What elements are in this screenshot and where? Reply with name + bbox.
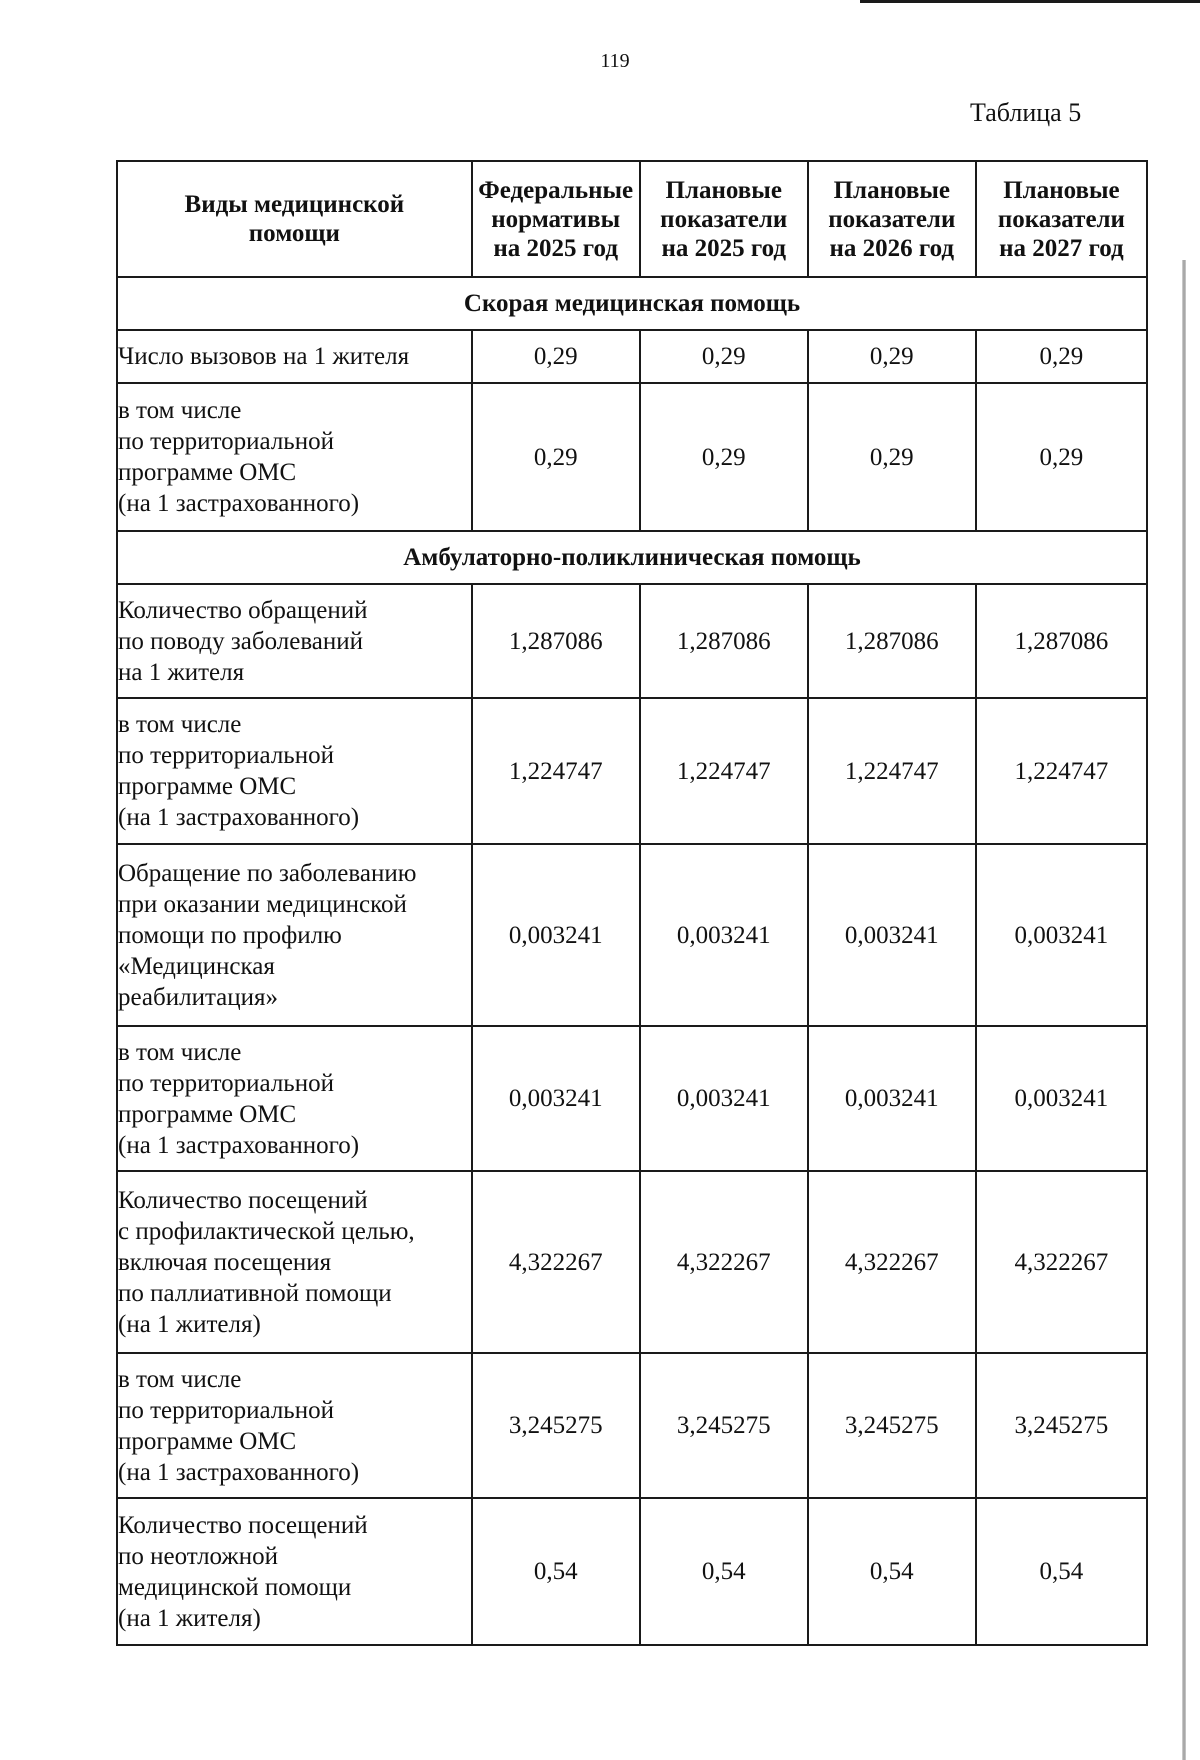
table-row	[117, 584, 1147, 698]
cell-plan-2026: 1,224747	[808, 698, 976, 844]
row-label: в том числе по территориальной программе ОМС (на 1 застрахованного)	[117, 1026, 472, 1171]
table-row	[117, 844, 1147, 1026]
cell-plan-2027: 0,29	[976, 330, 1147, 383]
table-row	[117, 1026, 1147, 1171]
row-label: в том числе по территориальной программе ОМС (на 1 застрахованного)	[117, 383, 472, 531]
cell-plan-2027: 0,003241	[976, 844, 1147, 1026]
cell-plan-2026: 0,003241	[808, 844, 976, 1026]
row-label: Обращение по заболеванию при оказании медицинской помощи по профилю «Медицинская реабилитация»	[117, 844, 472, 1026]
cell-plan-2027: 4,322267	[976, 1171, 1147, 1353]
row-label: в том числе по территориальной программе ОМС (на 1 застрахованного)	[117, 698, 472, 844]
cell-plan-2025: 4,322267	[640, 1171, 808, 1353]
cell-federal-2025: 1,287086	[472, 584, 640, 698]
table-row	[117, 1353, 1147, 1498]
cell-federal-2025: 1,224747	[472, 698, 640, 844]
row-label: Количество посещений с профилактической целью, включая посещения по паллиативной помощи (на 1 жителя)	[117, 1171, 472, 1353]
cell-plan-2027: 1,287086	[976, 584, 1147, 698]
cell-plan-2027: 0,29	[976, 383, 1147, 531]
row-label: в том числе по территориальной программе ОМС (на 1 застрахованного)	[117, 1353, 472, 1498]
section-row-outpatient	[117, 531, 1147, 584]
cell-plan-2026: 0,29	[808, 383, 976, 531]
header-plan-2025: Плановые показатели на 2025 год	[640, 161, 808, 277]
row-label: Количество посещений по неотложной медицинской помощи (на 1 жителя)	[117, 1498, 472, 1645]
cell-plan-2025: 0,003241	[640, 1026, 808, 1171]
page-number: 119	[600, 50, 630, 72]
table-row	[117, 1171, 1147, 1353]
cell-plan-2025: 0,29	[640, 383, 808, 531]
table-row	[117, 330, 1147, 383]
cell-federal-2025: 0,003241	[472, 1026, 640, 1171]
cell-plan-2025: 1,224747	[640, 698, 808, 844]
cell-plan-2027: 1,224747	[976, 698, 1147, 844]
header-plan-2027: Плановые показатели на 2027 год	[976, 161, 1147, 277]
cell-federal-2025: 4,322267	[472, 1171, 640, 1353]
cell-plan-2026: 0,54	[808, 1498, 976, 1645]
cell-plan-2027: 0,003241	[976, 1026, 1147, 1171]
cell-plan-2026: 4,322267	[808, 1171, 976, 1353]
top-scan-rule	[860, 0, 1200, 3]
cell-federal-2025: 3,245275	[472, 1353, 640, 1498]
row-label: Количество обращений по поводу заболеваний на 1 жителя	[117, 584, 472, 698]
cell-federal-2025: 0,003241	[472, 844, 640, 1026]
table-caption: Таблица 5	[970, 98, 1082, 127]
table-row	[117, 383, 1147, 531]
cell-plan-2026: 0,003241	[808, 1026, 976, 1171]
section-title: Скорая медицинская помощь	[117, 277, 1147, 330]
row-label: Число вызовов на 1 жителя	[117, 330, 472, 383]
table-row	[117, 698, 1147, 844]
table-row	[117, 1498, 1147, 1645]
header-care-type: Виды медицинской помощи	[117, 161, 472, 277]
header-federal-2025: Федеральные нормативы на 2025 год	[472, 161, 640, 277]
section-title: Амбулаторно-поликлиническая помощь	[117, 531, 1147, 584]
cell-plan-2027: 0,54	[976, 1498, 1147, 1645]
cell-federal-2025: 0,29	[472, 330, 640, 383]
cell-plan-2026: 1,287086	[808, 584, 976, 698]
cell-plan-2025: 0,29	[640, 330, 808, 383]
cell-plan-2026: 0,29	[808, 330, 976, 383]
header-plan-2026: Плановые показатели на 2026 год	[808, 161, 976, 277]
table-header-row	[117, 161, 1147, 277]
cell-plan-2025: 0,003241	[640, 844, 808, 1026]
cell-federal-2025: 0,29	[472, 383, 640, 531]
cell-plan-2026: 3,245275	[808, 1353, 976, 1498]
cell-plan-2025: 3,245275	[640, 1353, 808, 1498]
cell-plan-2025: 1,287086	[640, 584, 808, 698]
cell-plan-2025: 0,54	[640, 1498, 808, 1645]
indicators-table	[116, 160, 1148, 1646]
section-row-ambulance	[117, 277, 1147, 330]
cell-federal-2025: 0,54	[472, 1498, 640, 1645]
page-edge-shadow	[1182, 260, 1186, 1760]
cell-plan-2027: 3,245275	[976, 1353, 1147, 1498]
